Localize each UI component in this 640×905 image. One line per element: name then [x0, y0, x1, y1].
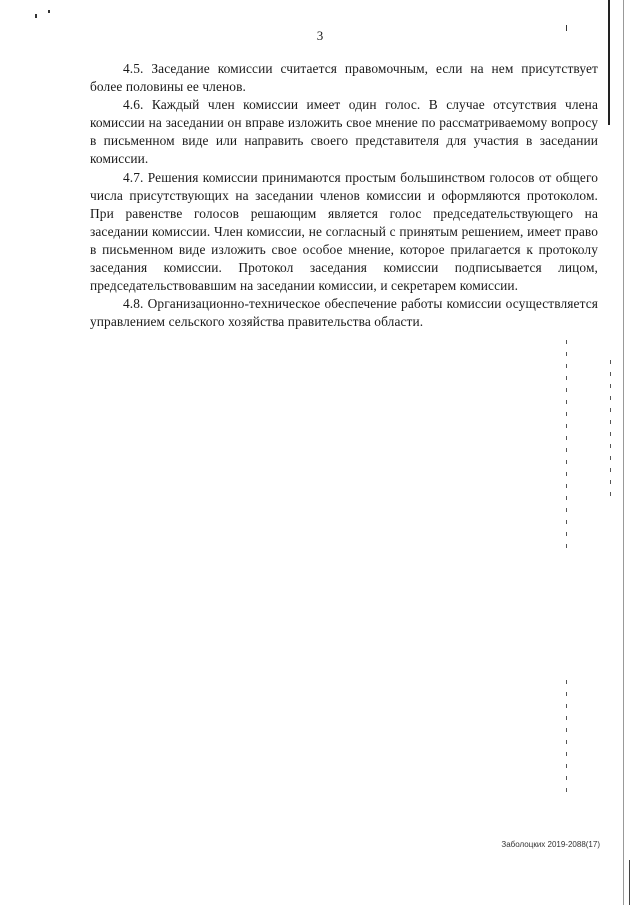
paragraph-4-8: 4.8. Организационно-техническое обеспечение работы комиссии осуществляется управлением сельского хозяйства правительства области.: [90, 296, 598, 330]
scan-edge-line: [608, 0, 610, 125]
scan-artifact-column: [566, 680, 567, 800]
scan-speck: [35, 14, 37, 18]
scan-speck: [566, 25, 567, 31]
scan-edge-line-outer: [623, 0, 624, 905]
page-number: 3: [316, 28, 324, 43]
scan-artifact-column: [610, 360, 611, 500]
paragraph-4-6: 4.6. Каждый член комиссии имеет один голос. В случае отсутствия члена комиссии на заседании он вправе изложить свое мнение по рассматриваемому вопросу в письменном виде или направить своего представителя для участия в заседании комиссии.: [90, 97, 598, 167]
scan-artifact-column: [566, 340, 567, 550]
paragraph-4-5: 4.5. Заседание комиссии считается правомочным, если на нем присутствует более половины ее членов.: [90, 61, 598, 95]
footer-document-code: Заболоцких 2019-2088(17): [501, 840, 600, 849]
scan-edge-line-bottom: [629, 860, 630, 905]
document-body: [90, 60, 598, 331]
scan-speck: [48, 10, 50, 13]
paragraph-4-7: 4.7. Решения комиссии принимаются простым большинством голосов от общего числа присутствующих на заседании членов комиссии и оформляются протоколом. При равенстве голосов решающим является голос председательствующего на заседании комиссии. Член комиссии, не согласный с принятым решением, имеет право в письменном виде изложить свое особое мнение, которое прилагается к протоколу заседания комиссии. Протокол заседания комиссии подписывается лицом, председательствовавшим на заседании комиссии, и секретарем комиссии.: [90, 169, 598, 294]
